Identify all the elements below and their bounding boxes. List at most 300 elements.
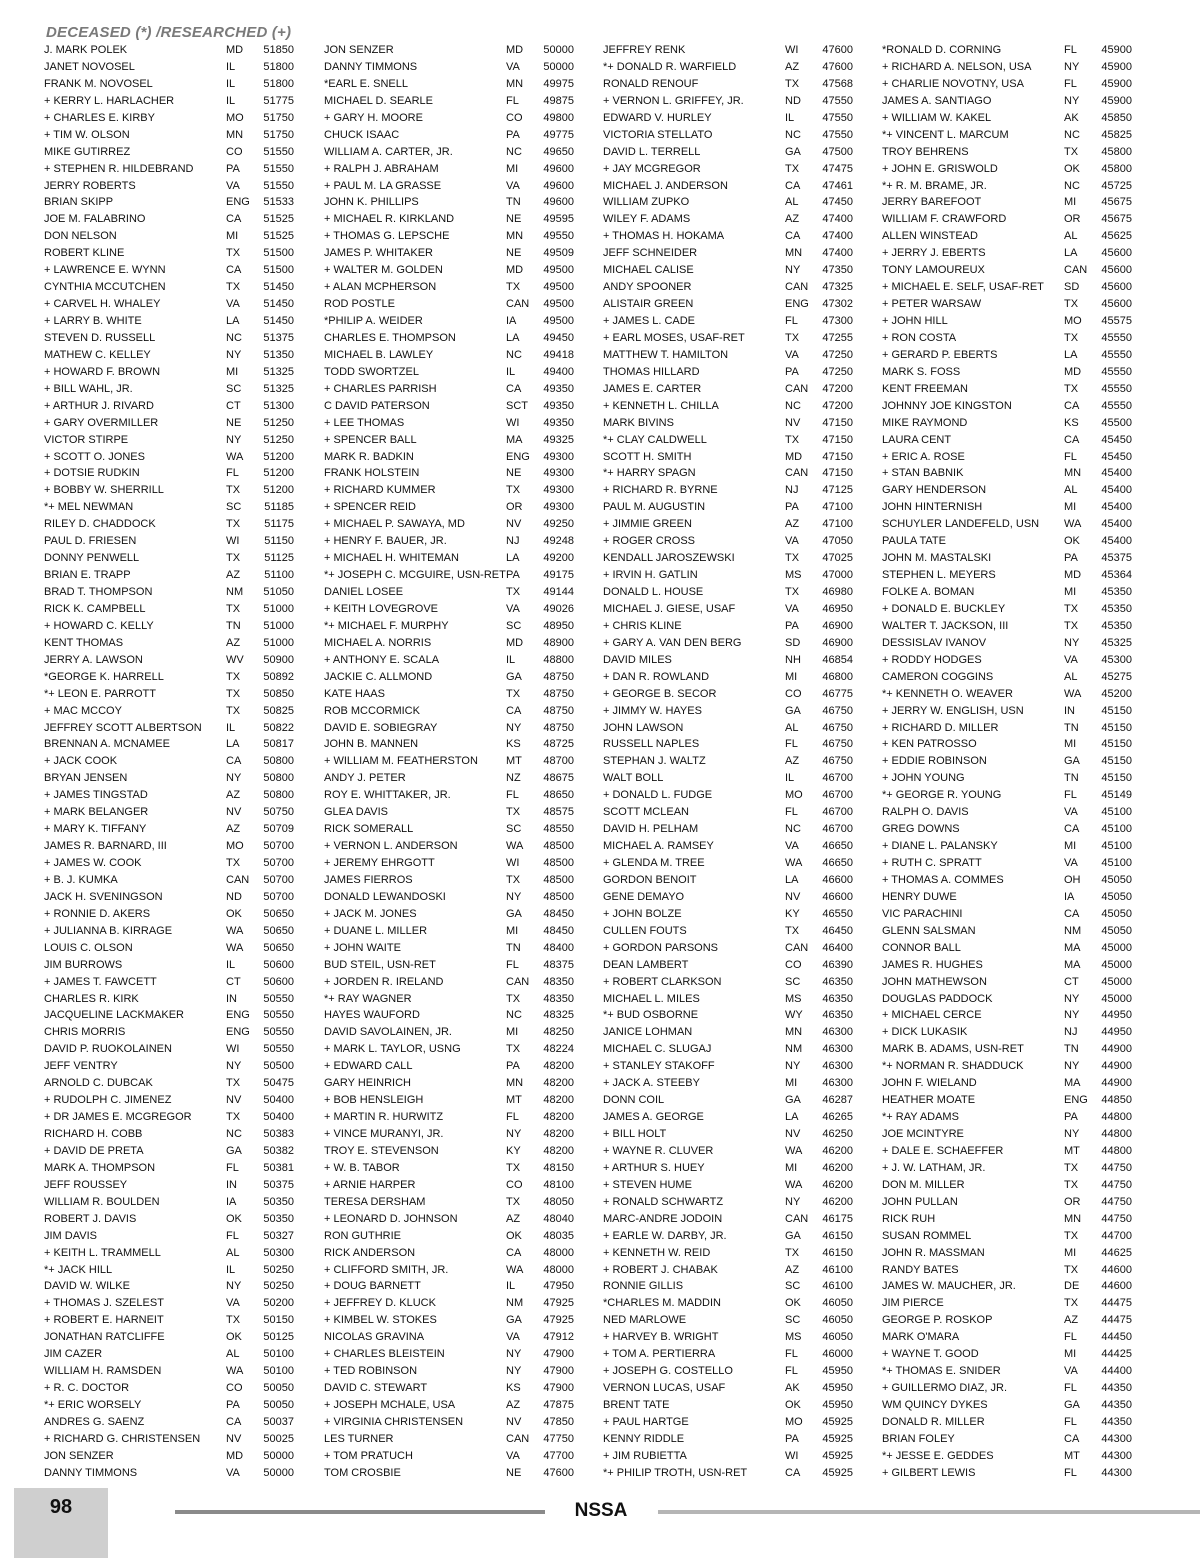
member-name: MIKE GUTIRREZ xyxy=(44,145,131,158)
member-name: + GUILLERMO DIAZ, JR. xyxy=(882,1382,1007,1395)
member-target-count: 48750 xyxy=(543,721,574,734)
member-location: PA xyxy=(506,128,520,141)
member-target-count: 49026 xyxy=(543,602,574,615)
member-target-count: 51375 xyxy=(263,331,294,344)
roster-entry xyxy=(44,1228,314,1245)
member-name: DONALD R. MILLER xyxy=(882,1415,985,1428)
member-target-count: 45450 xyxy=(1101,433,1132,446)
member-target-count: 45000 xyxy=(1101,975,1132,988)
roster-entry xyxy=(882,720,1152,737)
roster-entry xyxy=(603,211,873,228)
member-name: + PAUL M. LA GRASSE xyxy=(324,179,442,192)
member-name: + MAC MCCOY xyxy=(44,704,122,717)
roster-entry xyxy=(882,465,1152,482)
member-target-count: 49300 xyxy=(543,501,574,514)
roster-entry xyxy=(603,398,873,415)
roster-entry xyxy=(324,1363,594,1380)
member-name: + JORDEN R. IRELAND xyxy=(324,975,444,988)
roster-entry xyxy=(603,703,873,720)
roster-entry xyxy=(882,296,1152,313)
member-location: DE xyxy=(1064,1280,1080,1293)
member-name: JAMES A. SANTIAGO xyxy=(882,94,992,107)
member-target-count: 48500 xyxy=(543,890,574,903)
roster-entry xyxy=(882,821,1152,838)
roster-entry xyxy=(44,245,314,262)
member-name: + JAMES L. CADE xyxy=(603,315,696,327)
member-target-count: 45550 xyxy=(1101,365,1132,378)
member-target-count: 49300 xyxy=(543,484,574,497)
member-location: FL xyxy=(1064,44,1077,56)
roster-entry xyxy=(882,703,1152,720)
roster-entry xyxy=(324,1109,594,1126)
member-name: + DOTSIE RUDKIN xyxy=(44,467,140,480)
member-location: PA xyxy=(785,501,799,514)
member-location: TN xyxy=(1064,1043,1079,1056)
roster-entry xyxy=(324,855,594,872)
member-location: TX xyxy=(1064,619,1079,632)
member-name: MATTHEW T. HAMILTON xyxy=(603,348,729,361)
member-name: JONATHAN RATCLIFFE xyxy=(44,1331,165,1344)
member-target-count: 47550 xyxy=(822,94,853,107)
member-location: FL xyxy=(1064,789,1077,802)
member-target-count: 47900 xyxy=(543,1365,574,1378)
roster-entry xyxy=(324,1211,594,1228)
member-target-count: 44750 xyxy=(1101,1178,1132,1191)
member-location: TX xyxy=(226,687,241,700)
member-target-count: 49350 xyxy=(543,399,574,412)
member-name: *+ RAY WAGNER xyxy=(324,992,412,1005)
member-target-count: 50700 xyxy=(263,840,294,853)
member-location: GA xyxy=(785,1229,801,1242)
roster-entry xyxy=(882,838,1152,855)
roster-entry xyxy=(44,533,314,550)
member-location: NY xyxy=(1064,94,1080,107)
member-location: ND xyxy=(226,890,242,903)
roster-entry xyxy=(882,974,1152,991)
member-name: ANDRES G. SAENZ xyxy=(44,1415,145,1428)
member-location: ND xyxy=(785,94,801,107)
member-target-count: 46750 xyxy=(822,704,853,717)
member-location: AZ xyxy=(785,755,800,768)
roster-entry xyxy=(324,957,594,974)
roster-entry xyxy=(603,584,873,601)
member-location: NM xyxy=(226,586,244,598)
member-location: TN xyxy=(506,196,521,209)
member-location: TX xyxy=(226,602,241,615)
roster-entry xyxy=(882,432,1152,449)
member-target-count: 48375 xyxy=(543,958,574,971)
roster-entry xyxy=(882,110,1152,127)
member-location: CA xyxy=(1064,433,1080,446)
member-location: TX xyxy=(226,857,241,869)
member-name: DAVID W. WILKE xyxy=(44,1280,130,1293)
member-target-count: 50650 xyxy=(263,907,294,920)
member-target-count: 51175 xyxy=(264,518,294,531)
roster-entry xyxy=(603,1194,873,1211)
member-target-count: 44300 xyxy=(1101,1466,1132,1479)
roster-entry xyxy=(324,872,594,889)
member-name: RUSSELL NAPLES xyxy=(603,738,700,751)
member-target-count: 50550 xyxy=(263,1043,294,1056)
member-target-count: 45900 xyxy=(1101,44,1132,56)
roster-entry xyxy=(44,499,314,516)
member-target-count: 51550 xyxy=(263,162,294,175)
member-name: + PETER WARSAW xyxy=(882,298,982,311)
roster-entry xyxy=(324,1058,594,1075)
member-name: + KEITH L. TRAMMELL xyxy=(44,1246,161,1259)
roster-entry xyxy=(324,991,594,1008)
member-name: HEATHER MOATE xyxy=(882,1094,976,1107)
member-location: AZ xyxy=(506,1399,521,1411)
member-location: NH xyxy=(785,653,801,666)
roster-entry xyxy=(44,296,314,313)
member-name: GEORGE P. ROSKOP xyxy=(882,1314,993,1327)
member-name: JEFF VENTRY xyxy=(44,1060,118,1073)
member-name: JOE MCINTYRE xyxy=(882,1128,964,1140)
member-target-count: 45950 xyxy=(822,1399,853,1411)
member-name: + JULIANNA B. KIRRAGE xyxy=(44,924,173,937)
member-location: TX xyxy=(226,1314,241,1327)
member-name: WILEY F. ADAMS xyxy=(603,213,691,226)
roster-entry xyxy=(882,59,1152,76)
member-location: TX xyxy=(1064,1229,1079,1242)
roster-entry xyxy=(324,923,594,940)
member-name: + JEFFREY D. KLUCK xyxy=(324,1297,436,1310)
member-target-count: 49500 xyxy=(543,298,574,311)
footer-rule-left xyxy=(175,1510,545,1514)
member-target-count: 48040 xyxy=(543,1212,574,1225)
member-location: OR xyxy=(1064,1195,1081,1208)
member-location: TX xyxy=(226,281,241,294)
member-location: CA xyxy=(506,704,522,717)
member-name: KENT THOMAS xyxy=(44,636,124,649)
member-location: CA xyxy=(785,179,801,192)
roster-entry xyxy=(44,652,314,669)
roster-entry xyxy=(44,618,314,635)
member-location: CAN xyxy=(506,1432,530,1445)
member-name: JOE M. FALABRINO xyxy=(44,213,146,226)
member-location: FL xyxy=(785,1365,798,1378)
member-location: TX xyxy=(506,806,521,819)
footer-rule-right xyxy=(658,1510,1200,1514)
roster-entry xyxy=(603,618,873,635)
member-location: MN xyxy=(1064,467,1082,480)
member-target-count: 51775 xyxy=(263,94,294,107)
member-target-count: 51250 xyxy=(263,433,294,446)
member-location: NY xyxy=(226,1280,242,1293)
roster-entry xyxy=(324,93,594,110)
member-name: JOHN M. MASTALSKI xyxy=(882,552,992,565)
member-name: JOHN HINTERNISH xyxy=(882,501,983,514)
member-target-count: 50250 xyxy=(263,1280,294,1293)
roster-entry xyxy=(882,1092,1152,1109)
member-target-count: 45050 xyxy=(1101,890,1132,903)
member-target-count: 46150 xyxy=(822,1246,853,1259)
member-target-count: 50475 xyxy=(263,1077,294,1090)
member-target-count: 50327 xyxy=(263,1229,294,1242)
roster-entry xyxy=(603,93,873,110)
member-target-count: 47400 xyxy=(822,247,853,260)
member-name: BRIAN E. TRAPP xyxy=(44,569,131,582)
member-target-count: 49800 xyxy=(543,111,574,124)
roster-entry xyxy=(882,1143,1152,1160)
member-location: AZ xyxy=(785,60,800,73)
member-name: LAURA CENT xyxy=(882,433,952,446)
member-name: + EARL MOSES, USAF-RET xyxy=(603,331,745,344)
member-name: + GILBERT LEWIS xyxy=(882,1466,976,1479)
member-name: + WILLIAM M. FEATHERSTON xyxy=(324,755,478,768)
roster-entry xyxy=(44,161,314,178)
member-target-count: 45950 xyxy=(822,1382,853,1395)
roster-entry xyxy=(324,940,594,957)
member-location: MO xyxy=(226,111,244,124)
roster-entry xyxy=(882,1465,1152,1482)
member-name: JAMES R. HUGHES xyxy=(882,958,983,971)
roster-column-2 xyxy=(324,42,594,1482)
roster-entry xyxy=(603,1058,873,1075)
member-name: *+ HARRY SPAGN xyxy=(603,467,696,480)
member-location: WA xyxy=(226,1365,244,1378)
roster-entry xyxy=(324,381,594,398)
member-target-count: 49325 xyxy=(543,433,574,446)
roster-entry xyxy=(882,415,1152,432)
member-target-count: 45100 xyxy=(1101,806,1132,819)
member-target-count: 50125 xyxy=(263,1331,294,1344)
roster-entry xyxy=(44,42,314,59)
member-target-count: 51000 xyxy=(263,602,294,615)
member-target-count: 44350 xyxy=(1101,1399,1132,1411)
member-location: TX xyxy=(506,484,521,497)
member-name: + CLIFFORD SMITH, JR. xyxy=(324,1263,449,1276)
member-name: GREG DOWNS xyxy=(882,823,960,836)
member-location: VA xyxy=(506,1449,520,1462)
member-location: WA xyxy=(785,857,803,869)
member-target-count: 45550 xyxy=(1101,331,1132,344)
roster-entry xyxy=(44,1465,314,1482)
member-target-count: 48000 xyxy=(543,1263,574,1276)
roster-entry xyxy=(324,1346,594,1363)
member-location: AL xyxy=(1064,670,1078,683)
member-name: + HOWARD F. BROWN xyxy=(44,365,161,378)
member-name: + VIRGINIA CHRISTENSEN xyxy=(324,1415,464,1428)
member-name: + RICHARD G. CHRISTENSEN xyxy=(44,1432,201,1445)
member-target-count: 47925 xyxy=(543,1297,574,1310)
member-name: + JACK A. STEEBY xyxy=(603,1077,700,1090)
roster-entry xyxy=(324,347,594,364)
member-target-count: 49350 xyxy=(543,382,574,395)
member-name: + CHARLES BLEISTEIN xyxy=(324,1348,445,1361)
member-location: NY xyxy=(226,433,242,446)
roster-entry xyxy=(603,59,873,76)
roster-entry xyxy=(603,940,873,957)
member-name: + JOHN YOUNG xyxy=(882,772,965,785)
roster-entry xyxy=(603,838,873,855)
member-target-count: 47475 xyxy=(822,162,853,175)
member-target-count: 49248 xyxy=(543,535,574,548)
member-name: + IRVIN H. GATLIN xyxy=(603,569,698,582)
member-name: JIM BURROWS xyxy=(44,958,123,971)
member-location: VA xyxy=(785,535,799,548)
member-name: + MARTIN R. HURWITZ xyxy=(324,1111,444,1124)
member-name: JIM DAVIS xyxy=(44,1229,97,1242)
member-target-count: 51325 xyxy=(263,365,294,378)
member-name: ROBERT J. DAVIS xyxy=(44,1212,137,1225)
member-target-count: 50025 xyxy=(263,1432,294,1445)
member-target-count: 45400 xyxy=(1101,484,1132,497)
member-location: MN xyxy=(506,1077,524,1090)
roster-entry xyxy=(44,736,314,753)
member-location: FL xyxy=(785,1348,798,1361)
roster-entry xyxy=(603,1245,873,1262)
member-target-count: 45150 xyxy=(1101,704,1132,717)
member-name: SCOTT MCLEAN xyxy=(603,806,689,819)
member-location: TX xyxy=(1064,602,1079,615)
roster-entry xyxy=(882,1041,1152,1058)
member-name: RICK ANDERSON xyxy=(324,1246,416,1259)
roster-entry xyxy=(603,228,873,245)
member-location: IL xyxy=(226,1263,236,1276)
member-location: TX xyxy=(226,518,241,531)
member-target-count: 47750 xyxy=(543,1432,574,1445)
member-target-count: 49450 xyxy=(543,331,574,344)
roster-entry xyxy=(324,1007,594,1024)
member-target-count: 45300 xyxy=(1101,653,1132,666)
member-location: TX xyxy=(785,433,800,446)
member-location: MD xyxy=(1064,365,1082,378)
member-target-count: 47150 xyxy=(822,467,853,480)
member-location: SC xyxy=(785,1314,801,1327)
member-target-count: 46100 xyxy=(822,1280,853,1293)
member-target-count: 51750 xyxy=(263,111,294,124)
member-location: NY xyxy=(785,1060,801,1073)
roster-entry xyxy=(882,1126,1152,1143)
member-name: + RONNIE D. AKERS xyxy=(44,907,151,920)
member-name: + THOMAS J. SZELEST xyxy=(44,1297,164,1310)
roster-entry xyxy=(882,482,1152,499)
member-target-count: 49250 xyxy=(543,518,574,531)
member-location: CO xyxy=(226,145,243,158)
roster-entry xyxy=(882,753,1152,770)
member-location: OK xyxy=(226,1331,242,1344)
member-location: FL xyxy=(226,467,239,480)
member-target-count: 46200 xyxy=(822,1161,853,1174)
member-name: MATHEW C. KELLEY xyxy=(44,348,151,361)
member-name: JERRY A. LAWSON xyxy=(44,653,143,666)
member-name: JANET NOVOSEL xyxy=(44,60,135,73)
member-name: + HOWARD C. KELLY xyxy=(44,619,154,632)
roster-entry xyxy=(603,821,873,838)
member-target-count: 50709 xyxy=(263,823,294,836)
member-location: IA xyxy=(506,315,517,327)
member-location: PA xyxy=(1064,552,1078,565)
member-location: MD xyxy=(226,44,244,56)
member-target-count: 51550 xyxy=(263,145,294,158)
roster-entry xyxy=(44,1431,314,1448)
roster-entry xyxy=(603,415,873,432)
member-name: JAMES A. GEORGE xyxy=(603,1111,704,1124)
member-location: OK xyxy=(506,1229,522,1242)
member-name: TERESA DERSHAM xyxy=(324,1195,426,1208)
member-name: + STANLEY STAKOFF xyxy=(603,1060,715,1073)
roster-entry xyxy=(603,245,873,262)
member-target-count: 47302 xyxy=(822,298,853,311)
roster-entry xyxy=(44,1346,314,1363)
member-name: + JAMES TINGSTAD xyxy=(44,789,148,802)
member-location: CAN xyxy=(506,975,530,988)
member-target-count: 50000 xyxy=(263,1449,294,1462)
member-target-count: 48750 xyxy=(543,704,574,717)
roster-entry xyxy=(324,669,594,686)
roster-entry xyxy=(882,567,1152,584)
member-location: IL xyxy=(226,94,236,107)
member-name: DON NELSON xyxy=(44,230,117,243)
member-target-count: 45000 xyxy=(1101,958,1132,971)
member-target-count: 45900 xyxy=(1101,94,1132,107)
member-location: MI xyxy=(785,1077,798,1090)
member-location: CA xyxy=(785,1466,801,1479)
roster-entry xyxy=(324,245,594,262)
member-location: GA xyxy=(1064,1399,1080,1411)
roster-entry xyxy=(882,787,1152,804)
member-location: IL xyxy=(226,958,236,971)
member-location: WY xyxy=(785,1009,803,1022)
member-location: MT xyxy=(506,1094,522,1107)
member-name: JOHN F. WIELAND xyxy=(882,1077,977,1090)
member-name: *+ THOMAS E. SNIDER xyxy=(882,1365,1001,1378)
member-location: CT xyxy=(1064,975,1079,988)
roster-entry xyxy=(603,194,873,211)
member-target-count: 48950 xyxy=(543,619,574,632)
member-target-count: 47600 xyxy=(822,44,853,56)
member-location: CAN xyxy=(1064,264,1088,277)
roster-entry xyxy=(603,923,873,940)
member-location: TX xyxy=(1064,298,1079,311)
roster-entry xyxy=(603,432,873,449)
member-location: AZ xyxy=(785,518,800,531)
member-name: DONN COIL xyxy=(603,1094,665,1107)
member-location: AL xyxy=(785,196,799,209)
member-target-count: 48200 xyxy=(543,1111,574,1124)
roster-entry xyxy=(882,1312,1152,1329)
roster-entry xyxy=(603,1092,873,1109)
roster-entry xyxy=(882,279,1152,296)
member-target-count: 47700 xyxy=(543,1449,574,1462)
member-target-count: 50750 xyxy=(263,806,294,819)
member-target-count: 44475 xyxy=(1101,1314,1132,1327)
member-target-count: 48725 xyxy=(543,738,574,751)
member-target-count: 50050 xyxy=(263,1399,294,1411)
roster-entry xyxy=(603,465,873,482)
roster-entry xyxy=(603,533,873,550)
member-target-count: 44750 xyxy=(1101,1161,1132,1174)
member-target-count: 47150 xyxy=(822,450,853,463)
member-target-count: 51150 xyxy=(264,535,294,548)
member-name: *+ MEL NEWMAN xyxy=(44,501,134,514)
member-target-count: 45350 xyxy=(1101,602,1132,615)
member-location: TX xyxy=(226,1077,241,1090)
roster-entry xyxy=(44,1092,314,1109)
roster-entry xyxy=(882,127,1152,144)
member-name: + KENNETH W. REID xyxy=(603,1246,711,1259)
member-location: OK xyxy=(785,1399,801,1411)
member-location: MA xyxy=(1064,958,1081,971)
member-target-count: 47200 xyxy=(822,399,853,412)
member-name: FOLKE A. BOMAN xyxy=(882,586,975,598)
member-target-count: 51800 xyxy=(263,77,294,90)
member-name: PAUL M. AUGUSTIN xyxy=(603,501,706,514)
member-location: IL xyxy=(785,772,795,785)
member-location: GA xyxy=(506,907,522,920)
